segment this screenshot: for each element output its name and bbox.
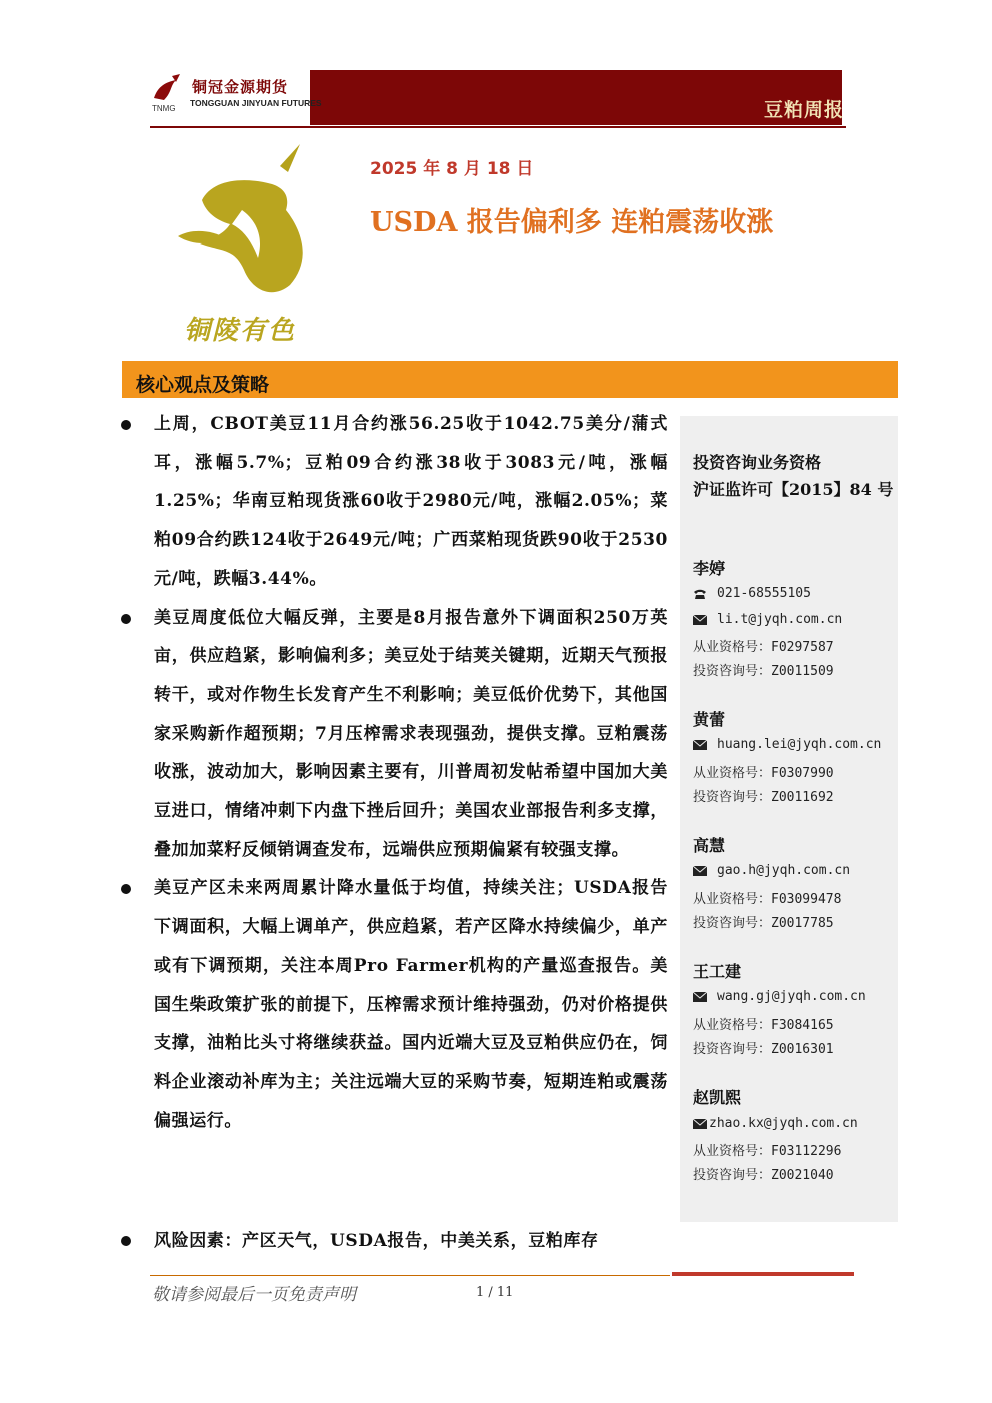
footer-rule [150,1275,670,1276]
analyst-name: 李婷 [693,559,726,578]
analyst-email [693,737,881,752]
report-type-label: 豆粕周报 [763,99,844,121]
bullet-text: 上周，CBOT美豆11月合约涨56.25收于1042.75美分/蒲式耳，涨幅5.7%；豆粕09合约涨38收于3083元/吨，涨幅1.25%；华南豆粕现货涨60收于2980元/吨，涨幅2.05%；菜粕09合约跌124收于2649元/吨；广西菜粕现货跌90收于2530元/吨，跌幅3.44%。 [154,414,668,589]
analyst-email-text: zhao.kx@jyqh.com.cn [709,1116,858,1131]
analyst-name: 赵凯熙 [693,1088,742,1107]
report-title: USDA 报告偏利多 连粕震荡收涨 [370,207,774,238]
phone-icon [693,589,707,599]
analyst-advisory: 投资咨询号：Z0011509 [693,664,834,679]
analyst-email [693,989,866,1004]
analyst-advisory: 投资咨询号：Z0017785 [693,916,834,931]
analyst-email-text: li.t@jyqh.com.cn [717,612,843,627]
header-rule [150,126,846,128]
analyst-email-text: huang.lei@jyqh.com.cn [717,737,882,752]
analyst-cert: 从业资格号：F3084165 [693,1018,834,1033]
bullet-text: 美豆周度低位大幅反弹，主要是8月报告意外下调面积250万英亩，供应趋紧，影响偏利多；美豆处于结荚关键期，近期天气预报转干，或对作物生长发育产生不利影响；美豆低价优势下，其他国家采购新作超预期；7月压榨需求表现强劲，提供支撑。豆粕震荡收涨，波动加大，影响因素主要有，川普周初发帖希望中国加大美豆进口，情绪冲刺下内盘下挫后回升；美国农业部报告利多支撑，叠加加菜籽反倾销调查发布，远端供应预期偏紧有较强支撑。 [154,607,668,860]
analyst-email [693,1116,858,1131]
mail-icon [693,615,707,625]
analyst-email-text: gao.h@jyqh.com.cn [717,863,851,878]
report-date: 2025 年 8 月 18 日 [370,159,534,179]
analyst-advisory: 投资咨询号：Z0016301 [693,1042,834,1057]
company-abbr: TNMG [152,104,176,113]
mail-icon [693,1119,707,1129]
list-item [118,869,668,1140]
mail-icon [693,740,707,750]
analyst-phone [693,586,811,601]
analyst-cert: 从业资格号：F0297587 [693,640,834,655]
bullet-text: 美豆产区未来两周累计降水量低于均值，持续关注；USDA报告下调面积，大幅上调单产，供应趋紧，若产区降水持续偏少，单产或有下调预期，关注本周Pro Farmer机构的产量巡查报告。美国生柴政策扩张的前提下，压榨需求预计维持强劲，仍对价格提供支撑，油粕比头寸将继续获益。国内近端大豆及豆粕供应仍在，饲料企业滚动补库为主；关注远端大豆的采购节奏，短期连粕或震荡偏强运行。 [154,878,668,1131]
header-banner [310,70,842,125]
mail-icon [693,866,707,876]
bullet-icon [121,420,131,430]
company-name-cn: 铜冠金源期货 [192,78,289,96]
analyst-cert: 从业资格号：F03112296 [693,1144,842,1159]
analyst-name: 王工建 [693,962,742,981]
analyst-email-text: wang.gj@jyqh.com.cn [717,989,866,1004]
license-line: 沪证监许可【2015】84 号 [693,480,894,499]
emblem-text: 铜陵有色 [184,316,297,346]
bullet-icon [121,1236,131,1246]
analyst-advisory: 投资咨询号：Z0011692 [693,790,834,805]
list-item [118,405,668,599]
qualification-line: 投资咨询业务资格 [693,453,822,472]
analyst-name: 黄蕾 [693,710,726,729]
bullet-icon [121,884,131,894]
analyst-email [693,612,842,627]
risk-text: 风险因素：产区天气，USDA报告，中美关系，豆粕库存 [154,1231,599,1251]
list-item [118,599,668,870]
page-number: 1 / 11 [476,1285,514,1300]
company-logo-icon [150,72,184,106]
footer-disclaimer: 敬请参阅最后一页免责声明 [152,1285,356,1305]
risk-list [118,1222,678,1260]
footer-accent-rule [672,1272,854,1276]
analyst-phone-text: 021-68555105 [717,586,811,601]
analyst-cert: 从业资格号：F0307990 [693,766,834,781]
bullet-icon [121,614,131,624]
company-name-en: TONGGUAN JINYUAN FUTURES [190,98,322,108]
emblem-icon [172,140,322,305]
section-title: 核心观点及策略 [136,374,270,396]
analyst-email [693,863,850,878]
analyst-name: 高慧 [693,836,726,855]
analyst-cert: 从业资格号：F03099478 [693,892,842,907]
key-points-list [118,405,668,1140]
mail-icon [693,992,707,1002]
analyst-advisory: 投资咨询号：Z0021040 [693,1168,834,1183]
list-item [118,1222,678,1260]
company-emblem [172,140,322,350]
